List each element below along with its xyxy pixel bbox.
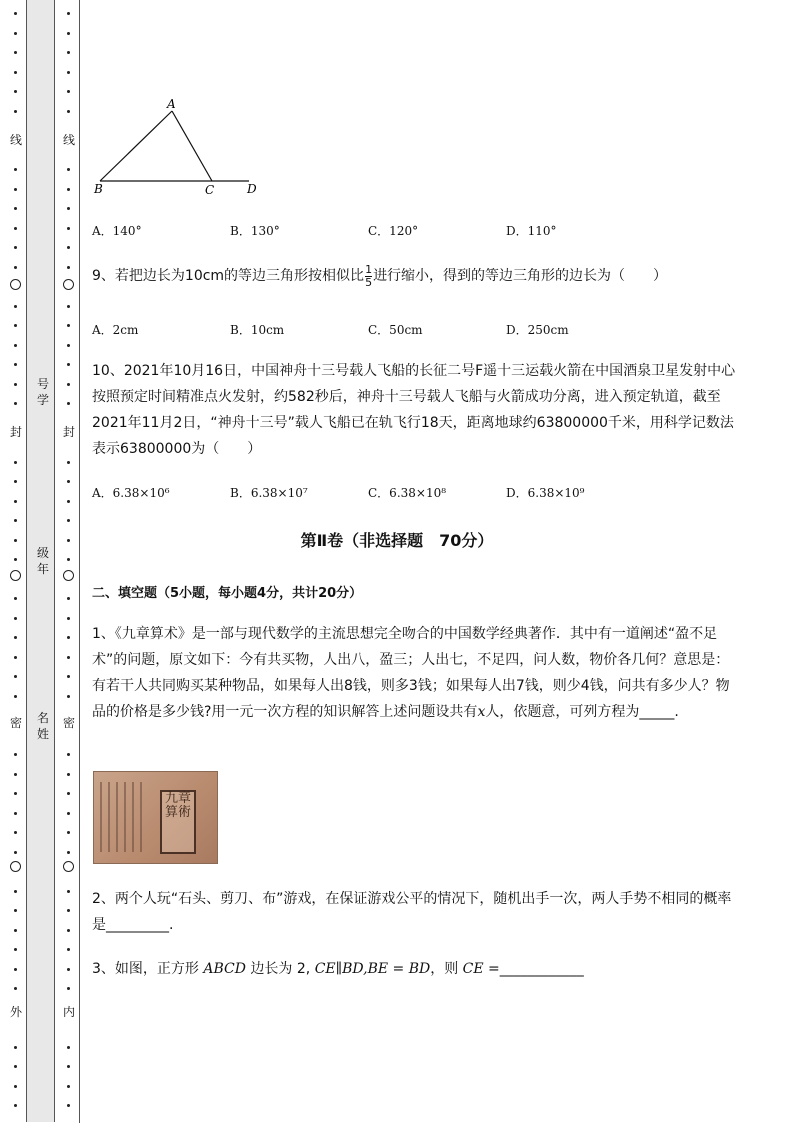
binding-dot xyxy=(67,968,70,971)
binding-dot xyxy=(67,1085,70,1088)
binding-dot xyxy=(14,948,17,951)
fill1-variable: x xyxy=(477,704,486,720)
binding-dot xyxy=(14,890,17,893)
binding-dot xyxy=(14,909,17,912)
grade-label: 级年 xyxy=(36,546,49,576)
binding-ring xyxy=(63,570,74,581)
binding-dot xyxy=(14,383,17,386)
name-label: 名姓 xyxy=(36,711,49,741)
binding-dot xyxy=(67,675,70,678)
binding-dot xyxy=(67,1104,70,1107)
binding-dot xyxy=(14,812,17,815)
binding-dot xyxy=(67,51,70,54)
fill3-blank: ____________ xyxy=(499,961,584,977)
q9-option-a: A．2cm xyxy=(92,323,139,337)
binding-dot xyxy=(67,636,70,639)
fill-question-3 xyxy=(92,956,742,982)
q10-option-c: C．6.38×10⁸ xyxy=(368,486,447,500)
q8-option-b: B．130° xyxy=(230,224,280,238)
binding-dot xyxy=(67,402,70,405)
q9-prefix: 9、若把边长为10cm的等边三角形按相似比 xyxy=(92,268,365,284)
binding-dot xyxy=(14,500,17,503)
binding-dot xyxy=(14,227,17,230)
triangle-figure xyxy=(92,95,272,200)
binding-margin xyxy=(0,0,82,1123)
binding-ring xyxy=(10,861,21,872)
binding-dot xyxy=(67,168,70,171)
q9-frac-den: 5 xyxy=(365,275,373,289)
fill3-prefix: 3、如图，正方形 xyxy=(92,961,199,977)
binding-dot xyxy=(14,1046,17,1049)
binding-dot xyxy=(67,500,70,503)
label-b: B xyxy=(94,182,103,196)
q10-options xyxy=(92,484,644,501)
binding-dot xyxy=(14,597,17,600)
binding-dot xyxy=(14,1085,17,1088)
binding-dot xyxy=(14,363,17,366)
binding-dot xyxy=(67,188,70,191)
outer-char-feng: 封 xyxy=(9,425,22,439)
binding-dot xyxy=(14,753,17,756)
binding-dot xyxy=(67,480,70,483)
binding-dot xyxy=(67,812,70,815)
outer-char-mi: 密 xyxy=(9,716,22,730)
binding-dot xyxy=(14,987,17,990)
fill1-text-a: 1、《九章算术》是一部与现代数学的主流思想完全吻合的中国数学经典著作．其中有一道阐述“盈不足术”的问题，原文如下：今有共买物，人出八，盈三；人出七，不足四，问人数，物价各几何？意思是：有若干人共同购买某种物品，如果每人出8钱，则多3钱；如果每人出7钱，则少4钱，问共有多少人？物品的价格是多少钱?用一元一次方程的知识解答上述问题设共有 xyxy=(92,626,730,720)
binding-dot xyxy=(67,246,70,249)
q9-options xyxy=(92,321,644,338)
label-d: D xyxy=(247,182,257,196)
binding-dot xyxy=(14,792,17,795)
binding-dot xyxy=(67,597,70,600)
q9-suffix: 进行缩小，得到的等边三角形的边长为（ ） xyxy=(373,268,668,284)
binding-dot xyxy=(67,344,70,347)
fill-question-1 xyxy=(92,621,742,725)
binding-dot xyxy=(67,71,70,74)
binding-dot xyxy=(14,32,17,35)
binding-dot xyxy=(67,12,70,15)
book-title: 九章算術 xyxy=(160,790,196,854)
binding-dot xyxy=(14,305,17,308)
binding-dot xyxy=(14,1065,17,1068)
binding-dot xyxy=(14,558,17,561)
binding-dot xyxy=(67,90,70,93)
binding-line xyxy=(79,0,80,1123)
binding-dot xyxy=(67,461,70,464)
binding-dot xyxy=(14,617,17,620)
binding-dot xyxy=(14,402,17,405)
q10-option-b: B．6.38×10⁷ xyxy=(230,486,308,500)
fill1-text-b: 人，依题意，可列方程为_____. xyxy=(485,704,679,720)
binding-dot xyxy=(67,363,70,366)
side-ab xyxy=(100,111,172,181)
q8-option-c: C．120° xyxy=(368,224,419,238)
binding-dot xyxy=(14,246,17,249)
binding-dot xyxy=(14,968,17,971)
binding-dot xyxy=(67,32,70,35)
q9-frac-num: 1 xyxy=(365,262,373,276)
binding-dot xyxy=(14,929,17,932)
fill3-mid: 边长为 2, xyxy=(250,961,311,977)
outer-char-wai: 外 xyxy=(9,1005,22,1019)
binding-dot xyxy=(14,12,17,15)
label-c: C xyxy=(205,183,215,197)
binding-dot xyxy=(14,71,17,74)
binding-ring xyxy=(10,570,21,581)
part-title: 二、填空题（5小题，每小题4分，共计20分） xyxy=(92,586,363,601)
binding-dot xyxy=(67,909,70,912)
binding-dot xyxy=(67,773,70,776)
fill3-condition: CE∥BD,BE = BD xyxy=(314,961,431,977)
q8-options xyxy=(92,222,644,239)
binding-dot xyxy=(67,987,70,990)
binding-dot xyxy=(67,227,70,230)
q10-option-d: D．6.38×10⁹ xyxy=(506,486,585,500)
binding-dot xyxy=(67,519,70,522)
q9-option-d: D．250cm xyxy=(506,323,569,337)
q8-option-d: D．110° xyxy=(506,224,557,238)
binding-dot xyxy=(14,344,17,347)
binding-dot xyxy=(67,266,70,269)
inner-char-xian: 线 xyxy=(62,133,75,147)
binding-dot xyxy=(67,617,70,620)
binding-dot xyxy=(14,831,17,834)
outer-char-xian: 线 xyxy=(9,133,22,147)
binding-dot xyxy=(67,929,70,932)
inner-dot-column xyxy=(62,0,76,1123)
binding-ring xyxy=(63,861,74,872)
binding-dot xyxy=(14,207,17,210)
binding-dot xyxy=(14,773,17,776)
binding-ring xyxy=(63,279,74,290)
binding-dot xyxy=(14,656,17,659)
binding-dot xyxy=(14,519,17,522)
binding-dot xyxy=(14,51,17,54)
scroll-text-texture xyxy=(100,782,146,852)
binding-dot xyxy=(67,324,70,327)
section-title: 第Ⅱ卷（非选择题 70分） xyxy=(300,531,494,550)
question-9 xyxy=(92,263,742,289)
jiuzhang-book-image xyxy=(93,771,218,864)
binding-dot xyxy=(67,656,70,659)
binding-dot xyxy=(14,188,17,191)
fill-question-2: 2、两个人玩“石头、剪刀、布”游戏，在保证游戏公平的情况下，随机出手一次，两人手势不相同的概率是_________. xyxy=(92,891,732,933)
fill3-shape: ABCD xyxy=(203,961,246,977)
binding-dot xyxy=(14,675,17,678)
outer-dot-column xyxy=(9,0,23,1123)
binding-dot xyxy=(67,1065,70,1068)
binding-dot xyxy=(67,695,70,698)
binding-dot xyxy=(67,110,70,113)
binding-dot xyxy=(14,461,17,464)
binding-dot xyxy=(67,207,70,210)
side-ac xyxy=(172,111,212,181)
binding-dot xyxy=(14,1104,17,1107)
binding-dot xyxy=(14,266,17,269)
binding-dot xyxy=(67,890,70,893)
binding-dot xyxy=(14,324,17,327)
student-number-label: 号学 xyxy=(36,377,49,407)
binding-dot xyxy=(14,110,17,113)
inner-char-feng: 封 xyxy=(62,425,75,439)
inner-char-mi: 密 xyxy=(62,716,75,730)
binding-dot xyxy=(14,695,17,698)
binding-dot xyxy=(67,558,70,561)
label-a: A xyxy=(167,97,176,111)
q10-option-a: A．6.38×10⁶ xyxy=(92,486,170,500)
fill3-then: ，则 xyxy=(430,961,459,977)
binding-dot xyxy=(67,948,70,951)
binding-ring xyxy=(10,279,21,290)
binding-dot xyxy=(14,168,17,171)
binding-dot xyxy=(14,851,17,854)
q9-option-b: B．10cm xyxy=(230,323,285,337)
fill3-ask: CE = xyxy=(462,961,500,977)
binding-dot xyxy=(67,383,70,386)
q9-option-c: C．50cm xyxy=(368,323,423,337)
binding-dot xyxy=(14,90,17,93)
question-10: 10、2021年10月16日，中国神舟十三号载人飞船的长征二号F遥十三运载火箭在中国酒泉卫星发射中心按照预定时间精准点火发射，约582秒后，神舟十三号载人飞船与火箭成功分离，进入预定轨道，截至2021年11月2日，“神舟十三号”载人飞船已在轨飞行18天，距离地球约63800000千米，用科学记数法表示63800000为（ ） xyxy=(92,363,736,457)
binding-dot xyxy=(67,831,70,834)
binding-dot xyxy=(67,851,70,854)
q9-fraction xyxy=(365,264,372,289)
binding-dot xyxy=(67,1046,70,1049)
binding-dot xyxy=(14,480,17,483)
binding-dot xyxy=(14,636,17,639)
binding-dot xyxy=(67,792,70,795)
binding-dot xyxy=(67,753,70,756)
q8-option-a: A．140° xyxy=(92,224,142,238)
inner-char-nei: 内 xyxy=(62,1005,75,1019)
binding-dot xyxy=(67,305,70,308)
